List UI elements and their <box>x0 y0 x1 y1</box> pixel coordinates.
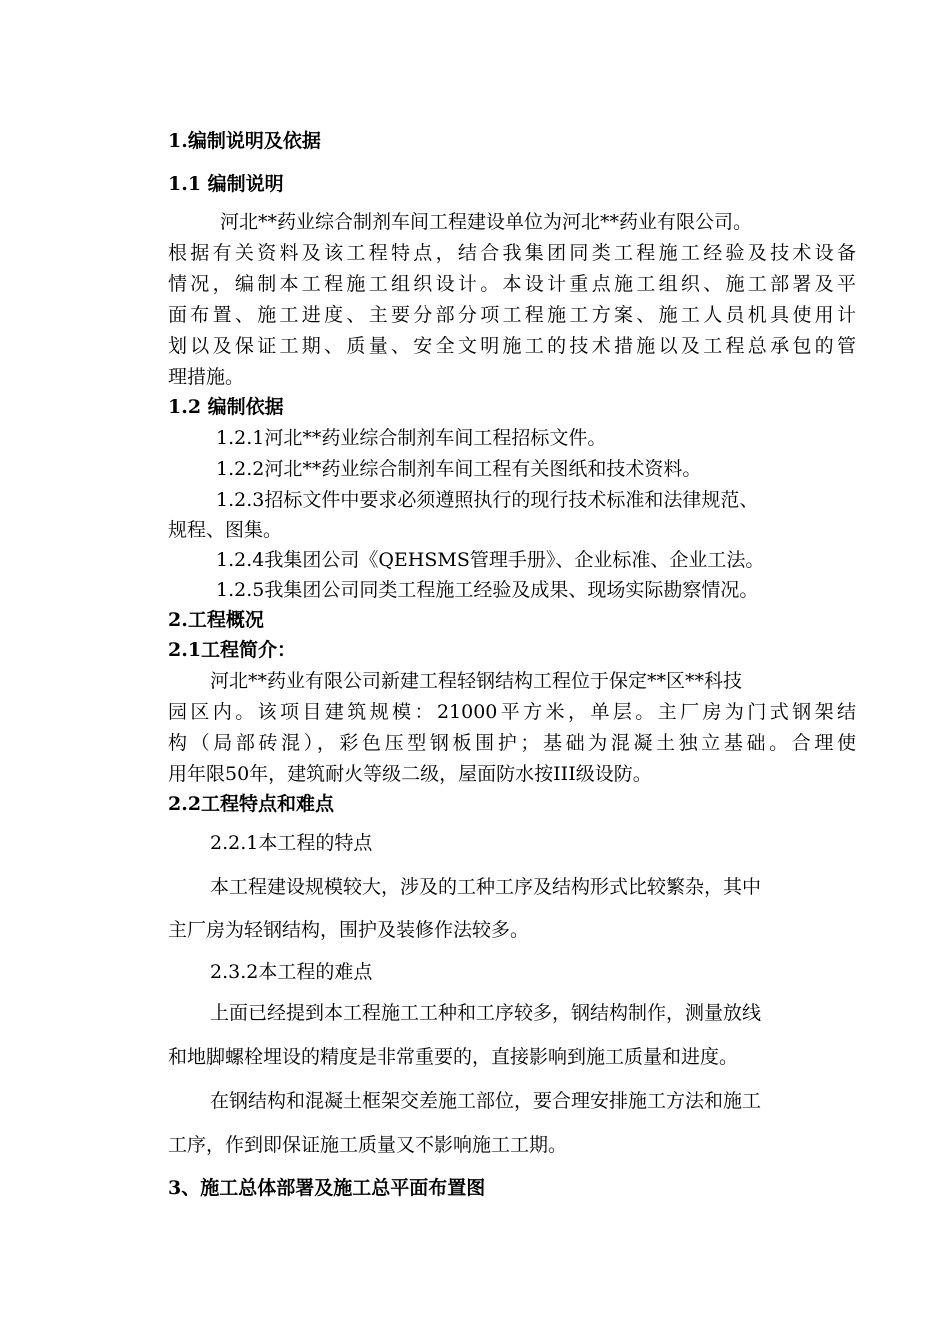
heading-1: 1.编制说明及依据 <box>168 130 321 152</box>
paragraph-line: 根据有关资料及该工程特点，结合我集团同类工程施工经验及技术设备 <box>168 242 856 264</box>
heading-1-1: 1.1 编制说明 <box>168 173 284 195</box>
paragraph-line: 和地脚螺栓埋设的精度是非常重要的，直接影响到施工质量和进度。 <box>168 1046 739 1068</box>
paragraph-line: 构（局部砖混），彩色压型钢板围护；基础为混凝土独立基础。合理使 <box>168 732 856 754</box>
heading-1-2: 1.2 编制依据 <box>168 396 284 418</box>
heading-2-1: 2.1工程简介： <box>168 639 297 661</box>
subheading: 2.3.2本工程的难点 <box>210 961 373 983</box>
paragraph-line: 理措施。 <box>168 366 245 388</box>
paragraph-line: 河北**药业综合制剂车间工程建设单位为河北**药业有限公司。 <box>220 211 753 233</box>
paragraph-line: 主厂房为轻钢结构，围护及装修作法较多。 <box>168 919 530 941</box>
paragraph-line: 用年限50年，建筑耐火等级二级，屋面防水按III级设防。 <box>168 763 652 785</box>
paragraph-line: 工序，作到即保证施工质量又不影响施工工期。 <box>168 1134 568 1156</box>
list-item: 1.2.3招标文件中要求必须遵照执行的现行技术标准和法律规范、 <box>216 489 759 511</box>
paragraph-line: 情况，编制本工程施工组织设计。本设计重点施工组织、施工部署及平 <box>168 273 856 295</box>
list-item: 规程、图集。 <box>168 519 283 541</box>
list-item: 1.2.1河北**药业综合制剂车间工程招标文件。 <box>216 427 607 449</box>
heading-3: 3、施工总体部署及施工总平面布置图 <box>168 1177 486 1199</box>
list-item: 1.2.5我集团公司同类工程施工经验及成果、现场实际勘察情况。 <box>216 579 759 601</box>
paragraph-line: 上面已经提到本工程施工工种和工序较多，钢结构制作，测量放线 <box>210 1002 762 1024</box>
paragraph-line: 面布置、施工进度、主要分部分项工程施工方案、施工人员机具使用计 <box>168 304 856 326</box>
list-item: 1.2.2河北**药业综合制剂车间工程有关图纸和技术资料。 <box>216 458 702 480</box>
paragraph-line: 河北**药业有限公司新建工程轻钢结构工程位于保定**区**科技 <box>210 670 743 692</box>
paragraph-line: 园区内。该项目建筑规模：21000平方米，单层。主厂房为门式钢架结 <box>168 701 856 723</box>
heading-2: 2.工程概况 <box>168 609 264 631</box>
subheading: 2.2.1本工程的特点 <box>210 832 373 854</box>
paragraph-line: 在钢结构和混凝土框架交差施工部位，要合理安排施工方法和施工 <box>210 1090 762 1112</box>
paragraph-line: 本工程建设规模较大，涉及的工种工序及结构形式比较繁杂，其中 <box>210 876 762 898</box>
paragraph-line: 划以及保证工期、质量、安全文明施工的技术措施以及工程总承包的管 <box>168 335 856 357</box>
heading-2-2: 2.2工程特点和难点 <box>168 793 335 815</box>
list-item: 1.2.4我集团公司《QEHSMS管理手册》、企业标准、企业工法。 <box>216 549 765 571</box>
